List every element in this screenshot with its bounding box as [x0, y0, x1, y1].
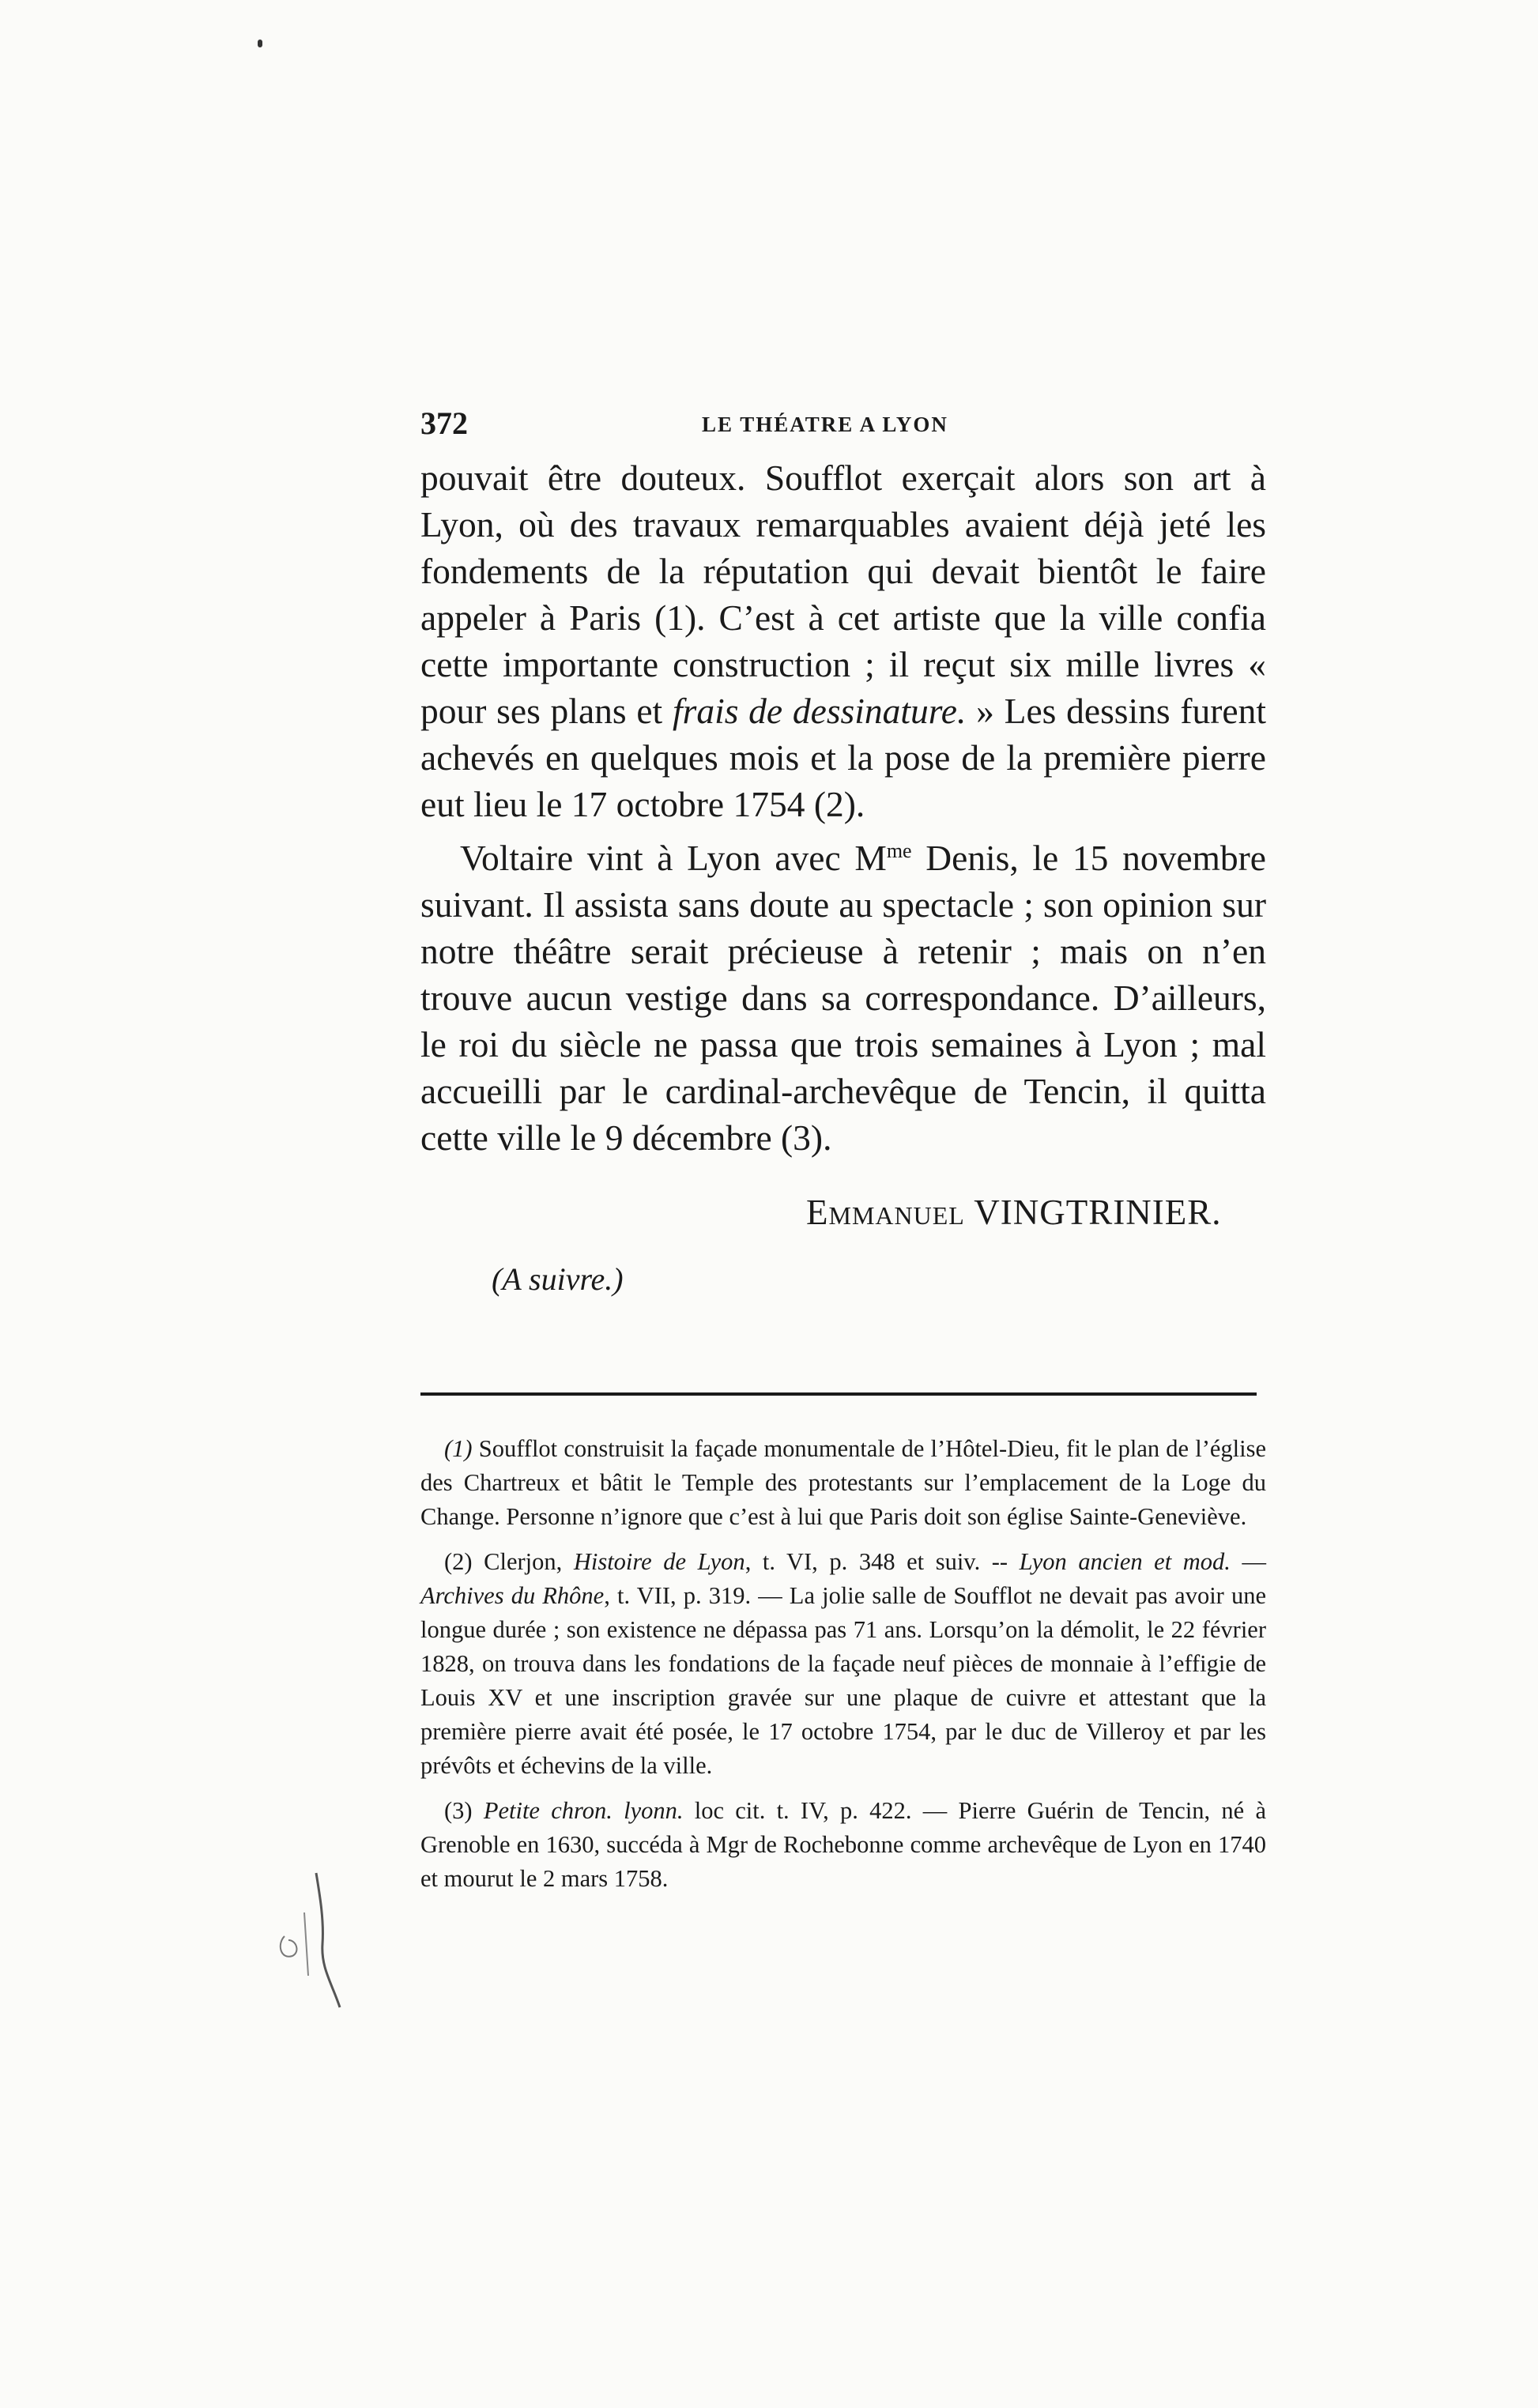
paragraph-1: pouvait être douteux. Soufflot exerçait alors son art à Lyon, où des travaux remarquables avaient déjà jeté les fondements de la réputation qui devait bientôt le faire appeler à Paris (1). C’est à cet artiste que la ville confia cette importante construction ; il reçut six mille livres « pour ses plans et frais de dessinature. » Les dessins furent achevés en quelques mois et la pose de la première pierre eut lieu le 17 octobre 1754 (2).	[420, 458, 1267, 824]
footnote-divider	[420, 1392, 1257, 1396]
footnotes	[420, 1432, 1266, 1907]
footnote-marker: (3)	[444, 1797, 473, 1824]
page-number: 372	[420, 405, 468, 441]
paragraph-2: Voltaire vint à Lyon avec $M^{me}$ Denis, le 15 novembre suivant. Il assista sans doute au spectacle ; son opinion sur notre théâtre serait précieuse à retenir ; mais on n’en trouve aucun vestige dans sa correspondance. D’ailleurs, le roi du siècle ne passa que trois semaines à Lyon ; mal accueilli par le cardinal-archevêque de Tencin, il quitta cette ville le 9 décembre (3).	[420, 838, 1267, 1159]
footnote-3: (3) Petite chron. lyonn. loc cit. t. IV, p. 422. — Pierre Guérin de Tencin, né à Grenoble en 1630, succéda à Mgr de Rochebonne comme archevêque de Lyon en 1740 et mourut le 2 mars 1758.	[420, 1797, 1266, 1892]
footnote-marker: (2)	[444, 1548, 473, 1575]
author-signature	[806, 1192, 1221, 1233]
italic-phrase: frais de dessinature.	[672, 691, 967, 731]
main-text	[420, 454, 1266, 1161]
author-last-name: VINGTRINIER.	[974, 1193, 1222, 1232]
footnote-marker: (1)	[444, 1435, 473, 1462]
running-title: LE THÉATRE A LYON	[702, 413, 948, 436]
running-head	[420, 401, 1266, 449]
footnote-2: (2) Clerjon, Histoire de Lyon, t. VI, p. 348 et suiv. -- Lyon ancien et mod. — Archives du Rhône, t. VII, p. 319. — La jolie salle de Soufflot ne devait pas avoir une longue durée ; son existence ne dépassa pas 71 ans. Lorsqu’on la démolit, le 22 février 1828, on trouva dans les fondations de la façade neuf pièces de monnaie à l’effigie de Louis XV et une inscription gravée sur une plaque de cuivre et attestant que la première pierre avait été posée, le 17 octobre 1754, par le duc de Villeroy et par les prévôts et échevins de la ville.	[420, 1548, 1266, 1779]
author-first-name: Emmanuel	[806, 1193, 965, 1232]
footnote-1: (1) Soufflot construisit la façade monumentale de l’Hôtel-Dieu, fit le plan de l’église des Chartreux et bâtit le Temple des protestants sur l’emplacement de la Loge du Change. Personne n’ignore que c’est à lui que Paris doit son église Sainte-Geneviève.	[420, 1435, 1266, 1530]
to-be-continued: (A suivre.)	[492, 1261, 624, 1297]
superscript-me: me	[886, 839, 912, 862]
pencil-mark-icon	[261, 1865, 356, 2023]
ink-speck	[258, 40, 262, 47]
